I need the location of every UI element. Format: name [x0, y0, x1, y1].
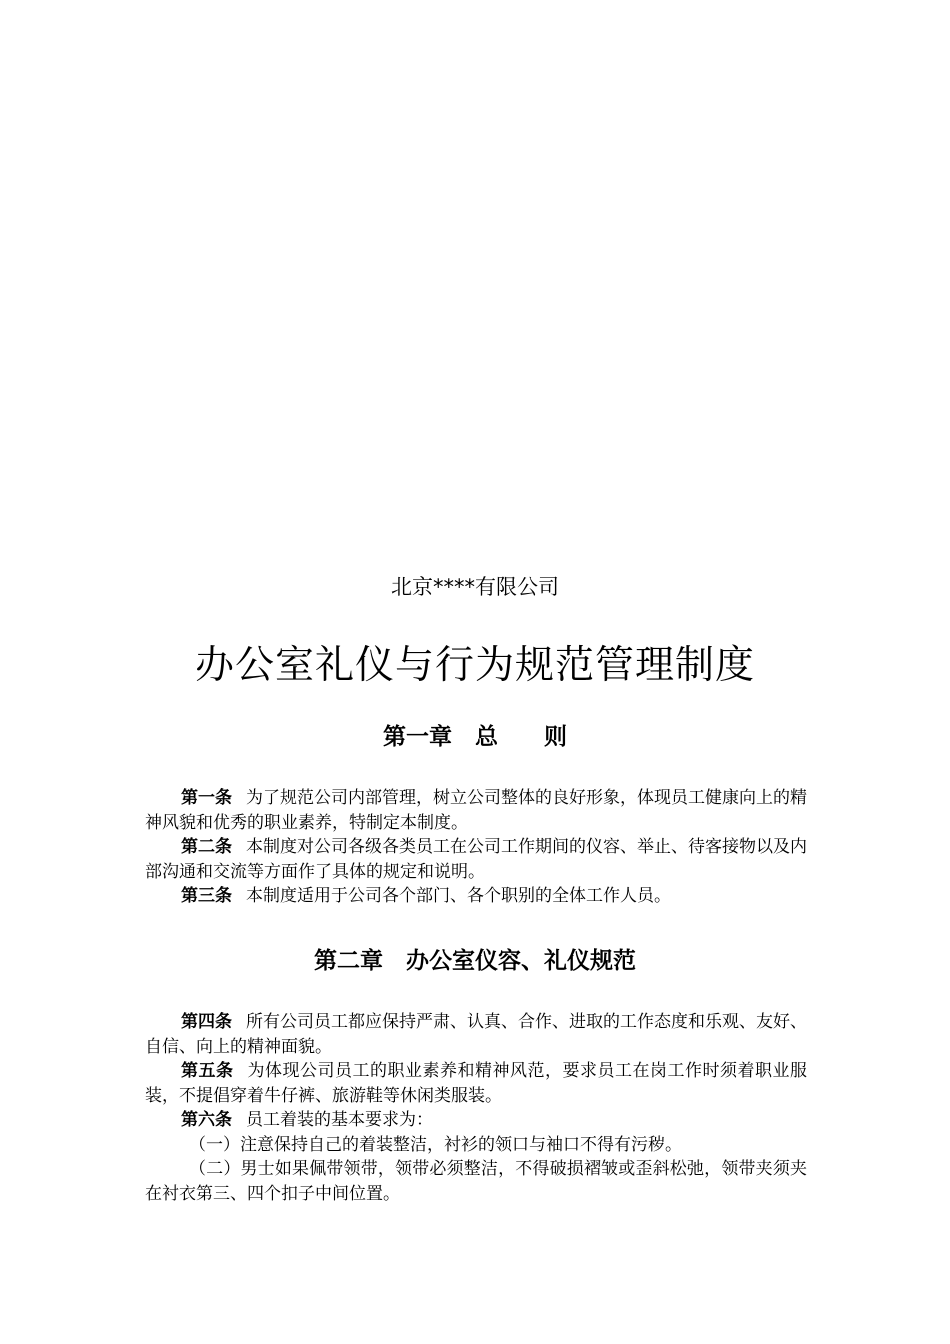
- article-label: 第一条: [181, 788, 232, 808]
- chapter-heading-1: 第一章 总 则: [383, 724, 567, 750]
- article-text: 员工着装的基本要求为：: [246, 1110, 433, 1130]
- article-text: 本制度适用于公司各个部门、各个职别的全体工作人员。: [246, 886, 671, 906]
- article-3: [145, 884, 807, 909]
- article-label: 第四条: [181, 1012, 232, 1032]
- article-text: 为体现公司员工的职业素养和精神风范，要求员工在岗工作时须着职业服装，不提倡穿着牛仔裤、旅游鞋等休闲类服装。: [145, 1061, 807, 1106]
- article-4: [145, 1010, 807, 1059]
- chapter-1-body: [145, 786, 807, 909]
- article-label: 第三条: [181, 886, 232, 906]
- list-item: （二）男士如果佩带领带，领带必须整洁，不得破损褶皱或歪斜松弛，领带夹须夹在衬衣第三、四个扣子中间位置。: [145, 1159, 807, 1204]
- article-label: 第二条: [181, 837, 232, 857]
- article-1: [145, 786, 807, 835]
- article-text: 所有公司员工都应保持严肃、认真、合作、进取的工作态度和乐观、友好、自信、向上的精神面貌。: [145, 1012, 807, 1057]
- article-text: 本制度对公司各级各类员工在公司工作期间的仪容、举止、待客接物以及内部沟通和交流等方面作了具体的规定和说明。: [145, 837, 807, 882]
- article-label: 第五条: [181, 1061, 234, 1081]
- chapter-2-body: [145, 1010, 807, 1206]
- document-title: 办公室礼仪与行为规范管理制度: [194, 643, 755, 688]
- article-5: [145, 1059, 807, 1108]
- article-2: [145, 835, 807, 884]
- company-name: 北京****有限公司: [391, 575, 559, 599]
- list-item: （一）注意保持自己的着装整洁，衬衫的领口与袖口不得有污秽。: [189, 1134, 682, 1155]
- article-text: 为了规范公司内部管理，树立公司整体的良好形象，体现员工健康向上的精神风貌和优秀的职业素养，特制定本制度。: [145, 788, 807, 833]
- chapter-heading-2: 第二章 办公室仪容、礼仪规范: [314, 948, 636, 974]
- article-6: [145, 1108, 807, 1133]
- article-label: 第六条: [181, 1110, 232, 1130]
